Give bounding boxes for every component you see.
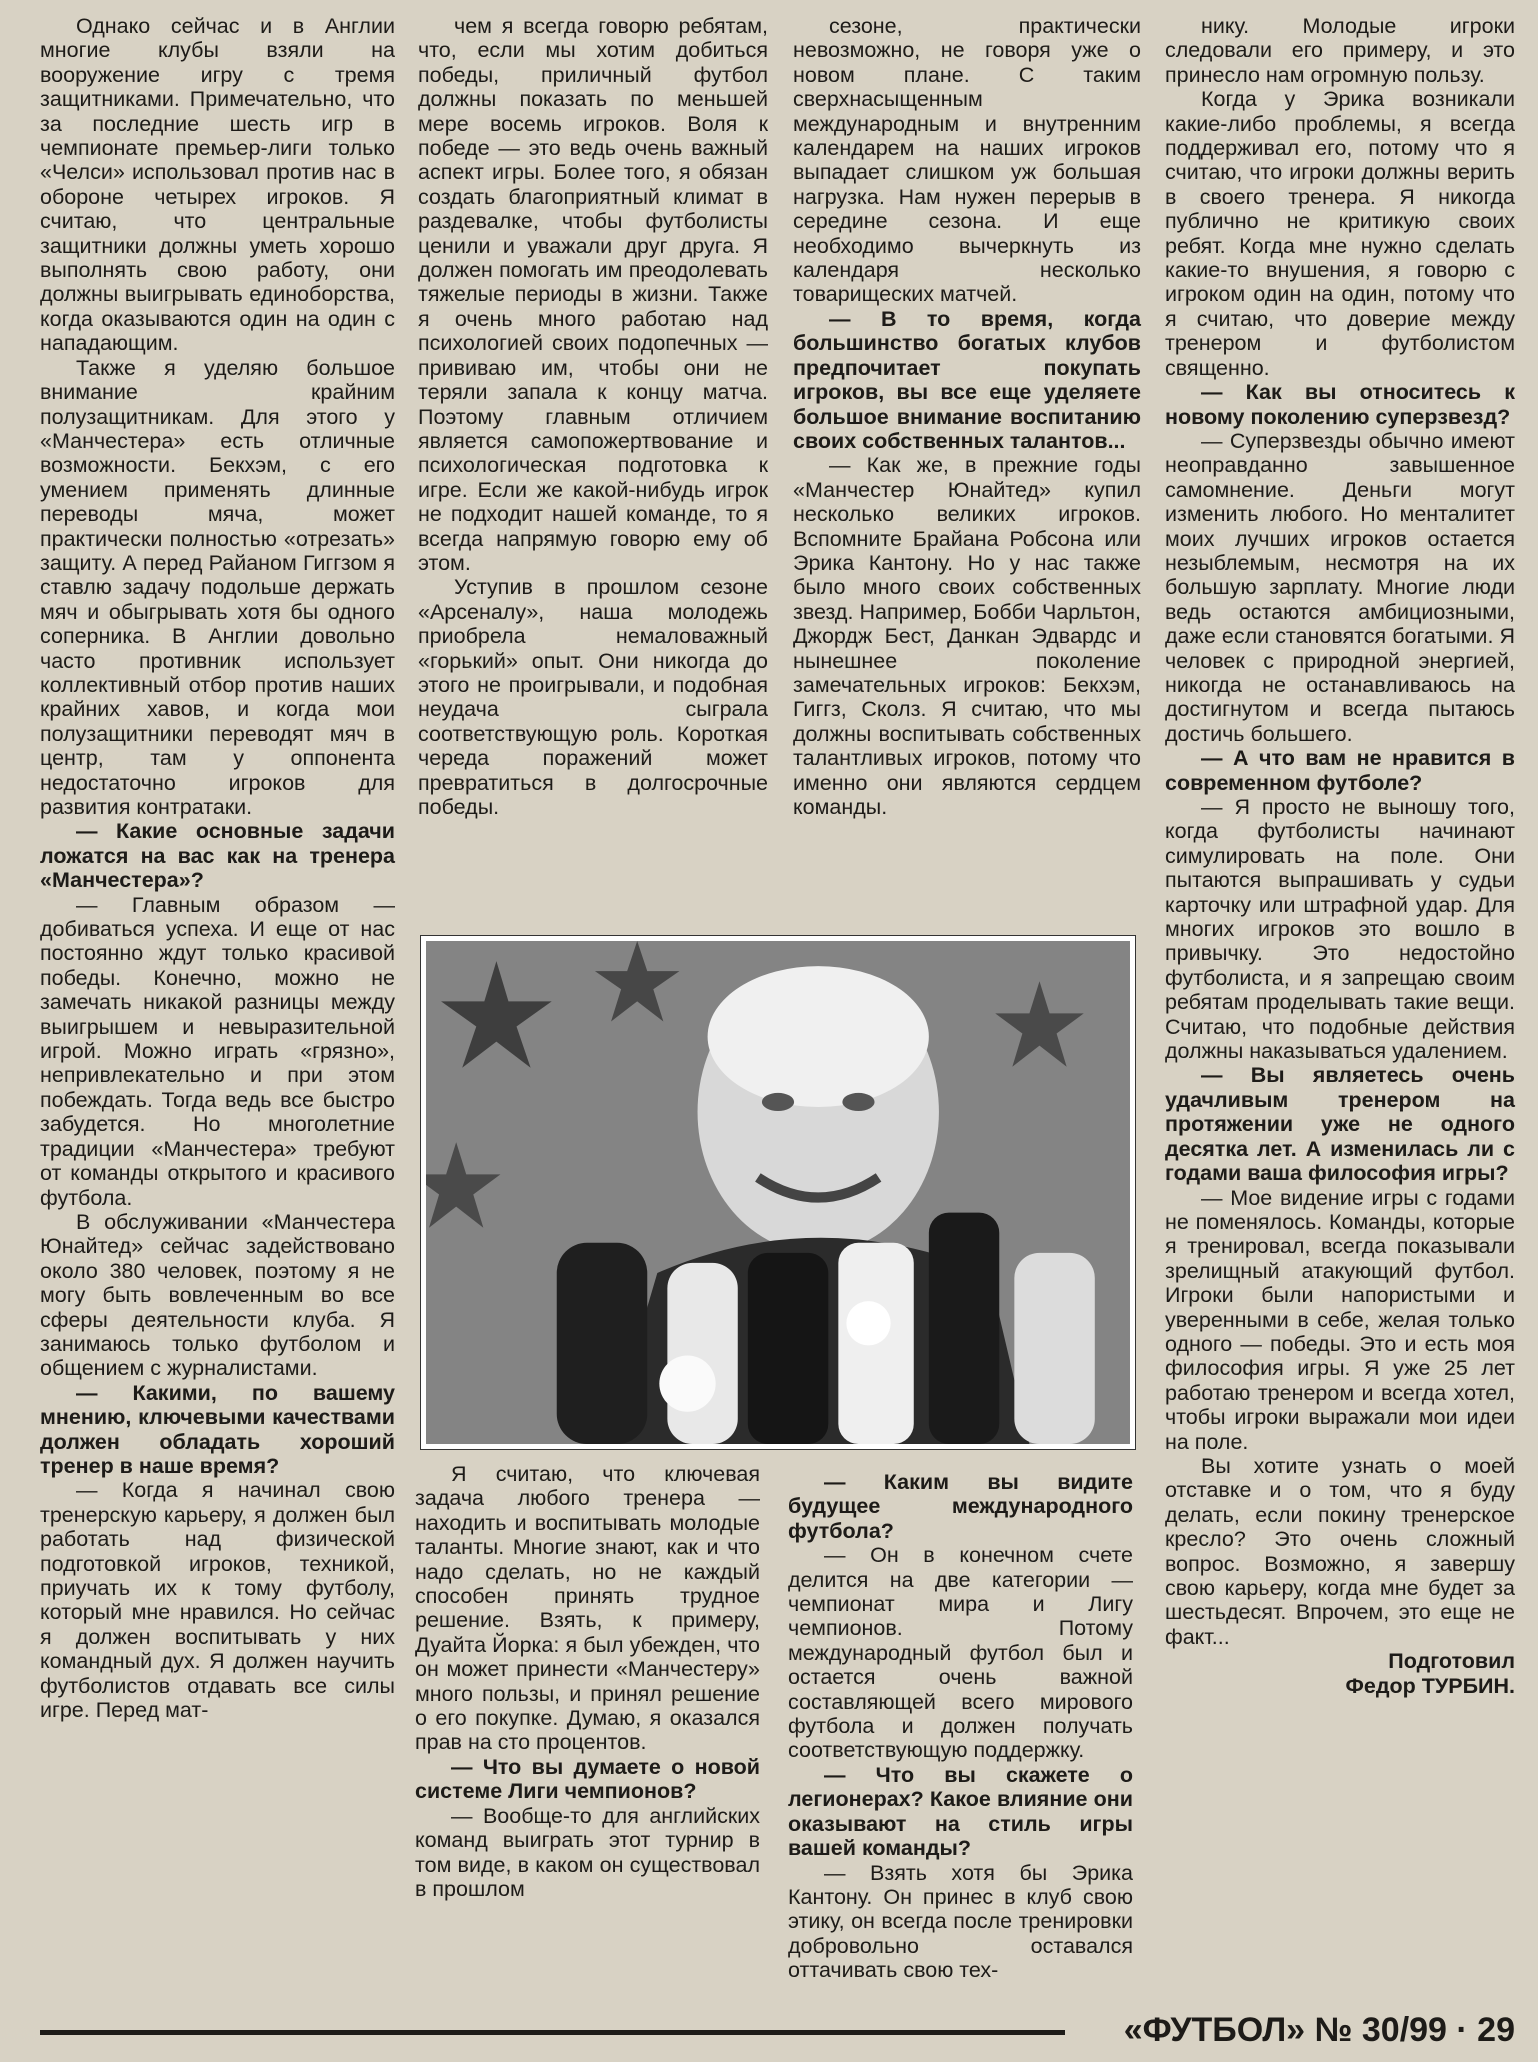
column-2-top [418,14,768,819]
paragraph: сезоне, практически невозможно, не говоря уже о новом плане. С таким сверхнасыщенным международным и внутренним календарем на наших игроков выпадает слишком уж большая нагрузка. Нам нужен перерыв в середине сезона. И еще необходимо вычеркнуть из календаря несколько товарищеских матчей. [793,14,1141,307]
paragraph: — Вообще-то для английских команд выиграть этот турнир в том виде, в каком он существовал в прошлом [415,1803,760,1901]
paragraph: Я считаю, что ключевая задача любого тренера — находить и воспитывать молодые таланты. Многие знают, как и что надо сделать, но не каждый способен принять трудное решение. Взять, к примеру, Дуайта Йорка: я был убежден, что он может принести «Манчестеру» много пользы, и принял решение о его покупке. Думаю, я оказался прав на сто процентов. [415,1462,760,1755]
question-paragraph: — Каким вы видите будущее международного футбола? [788,1470,1133,1543]
paragraph: — Он в конечном счете делится на две категории — чемпионат мира и Лигу чемпионов. Потому международный футбол был и остается очень важной составляющей всего мирового футбола и должен получать соответствующую поддержку. [788,1543,1133,1763]
column-1 [40,14,395,1722]
page-footer: «ФУТБОЛ» № 30/99 · 29 [1123,2011,1515,2049]
paragraph: — Когда я начинал свою тренерскую карьеру, я должен был работать над физической подготовкой игроков, техникой, приучать их к тому футболу, который мне нравился. Но сейчас я должен воспитывать у них командный дух. Я должен научить футболистов отдавать все силы игре. Перед мат- [40,1478,395,1723]
paragraph: Когда у Эрика возникали какие-либо проблемы, я всегда поддерживал его, потому что я считаю, что игроки должны верить в своего тренера. Я никогда публично не критикую своих ребят. Когда мне нужно сделать какие-то внушения, я говорю с игроком один на один, потому что я считаю, что доверие между тренером и футболистом священно. [1165,87,1515,380]
question-paragraph: — А что вам не нравится в современном футболе? [1165,746,1515,795]
paragraph: Уступив в прошлом сезоне «Арсеналу», наша молодежь приобрела немаловажный «горький» опыт. Они никогда до этого не проигрывали, и подобная неудача сыграла соответствующую роль. Короткая череда поражений может превратиться в долгосрочные победы. [418,575,768,819]
paragraph: — Суперзвезды обычно имеют неоправданно завышенное самомнение. Деньги могут изменить любого. Но менталитет моих лучших игроков остается незыблемым, несмотря на их большую зарплату. Многие люди ведь остаются амбициозными, даже если становятся богатыми. Я человек с природной энергией, никогда не останавливаюсь на достигнутом и всегда пытаюсь достичь большего. [1165,428,1515,746]
paragraph: — Как же, в прежние годы «Манчестер Юнайтед» купил несколько великих игроков. Вспомните Брайана Робсона или Эрика Кантону. Но у нас также было много своих собственных звезд. Например, Бобби Чарльтон, Джордж Бест, Данкан Эдвардс и нынешнее поколение замечательных игроков: Бекхэм, Гиггз, Сколз. Я считаю, что мы должны воспитывать собственных талантливых игроков, потому что именно они являются сердцем команды. [793,453,1141,819]
question-paragraph: — Какие основные задачи ложатся на вас как на тренера «Манчестера»? [40,819,395,893]
paragraph: Вы хотите узнать о моей отставке и о том, что я буду делать, если покину тренерское кресло? Это очень сложный вопрос. Возможно, я завершу свою карьеру, когда мне будет за шестьдесят. Впрочем, это еще не факт... [1165,1453,1515,1649]
paragraph: — Взять хотя бы Эрика Кантону. Он принес в клуб свою этику, он всегда после тренировки добровольно оставался оттачивать свою тех- [788,1860,1133,1983]
paragraph: нику. Молодые игроки следовали его примеру, и это принесло нам огромную пользу. [1165,14,1515,87]
question-paragraph: — Какими, по вашему мнению, ключевыми качествами должен обладать хороший тренер в наше время? [40,1380,395,1478]
paragraph: В обслуживании «Манчестера Юнайтед» сейчас задействовано около 380 человек, поэтому я не могу быть вовлеченным во все сферы деятельности клуба. Я занимаюсь только футболом и общением с журналистами. [40,1209,395,1381]
column-3-bottom [788,1470,1133,1983]
footer-rule [40,2030,1065,2035]
paragraph: чем я всегда говорю ребятам, что, если мы хотим добиться победы, приличный футбол должны показать по меньшей мере восемь игроков. Воля к победе — это ведь очень важный аспект игры. Более того, я обязан создать благоприятный климат в раздевалке, чтобы футболисты ценили и уважали друг друга. Я должен помогать им преодолевать тяжелые периоды в жизни. Также я очень много работаю над психологией своих подопечных — прививаю им, чтобы они не теряли запала к концу матча. Поэтому главным отличием является самопожертвование и психологическая подготовка к игре. Если же какой-нибудь игрок не подходит нашей команде, то я всегда напрямую говорю ему об этом. [418,14,768,575]
signature-label: Подготовил [1388,1649,1515,1674]
question-paragraph: — Как вы относитесь к новому поколению суперзвезд? [1165,380,1515,429]
column-4-body [1165,14,1515,1649]
paragraph: — Главным образом — добиваться успеха. И еще от нас постоянно ждут только красивой победы. Конечно, можно не замечать никакой разницы между выигрышем и невыразительной игрой. Можно играть «грязно», непривлекательно и при этом побеждать. Тогда ведь все быстро забудется. Но многолетние традиции «Манчестера» требуют от команды открытого и красивого футбола. [40,892,395,1210]
question-paragraph: — В то время, когда большинство богатых клубов предпочитает покупать игроков, вы все еще уделяете большое внимание воспитанию своих собственных талантов... [793,306,1141,453]
paragraph: — Мое видение игры с годами не поменялось. Команды, которые я тренировал, всегда показывали зрелищный атакующий футбол. Игроки были напористыми и уверенными в себе, желая только одного — победы. Это и есть моя философия игры. Я уже 25 лет работаю тренером и всегда хотел, чтобы игроки выражали мои идеи на поле. [1165,1185,1515,1454]
paragraph: Также я уделяю большое внимание крайним полузащитникам. Для этого у «Манчестера» есть отличные возможности. Бекхэм, с его умением применять длинные переводы мяча, может практически полностью «отрезать» защиту. А перед Райаном Гиггзом я ставлю задачу подольше держать мяч и обыгрывать хотя бы одного соперника. В Англии довольно часто противник использует коллективный отбор против наших крайних хавов, и когда мои полузащитники переводят мяч в центр, там у оппонента недостаточно игроков для развития контратаки. [40,355,395,819]
question-paragraph: — Что вы скажете о легионерах? Какое влияние они оказывают на стиль игры вашей команды? [788,1762,1133,1861]
paragraph: Однако сейчас и в Англии многие клубы взяли на вооружение игру с тремя защитниками. Примечательно, что за последние шесть игр в чемпионате премьер-лиги только «Челси» использовал против нас в обороне четырех игроков. Я считаю, что центральные защитники должны уметь хорошо выполнять свою работу, они должны выигрывать единоборства, когда оказываются один на один с нападающим. [40,14,395,356]
column-2-bottom [415,1462,760,1901]
column-3-top [793,14,1141,819]
column-4 [1165,14,1515,1698]
portrait-photo [420,935,1136,1450]
portrait-photo-icon [426,941,1130,1444]
paragraph: — Я просто не выношу того, когда футболисты начинают симулировать на поле. Они пытаются выпрашивать у судьи карточку или штрафной удар. Для многих игроков это вошло в привычку. Это недостойно футболиста, и я запрещаю своим ребятам проделывать такие вещи. Считаю, что подобные действия должны наказываться удалением. [1165,795,1515,1064]
question-paragraph: — Что вы думаете о новой системе Лиги чемпионов? [415,1754,760,1804]
question-paragraph: — Вы являетесь очень удачливым тренером на протяжении уже не одного десятка лет. А изменилась ли с годами ваша философия игры? [1165,1063,1515,1186]
signature-name: Федор ТУРБИН. [1345,1673,1515,1698]
